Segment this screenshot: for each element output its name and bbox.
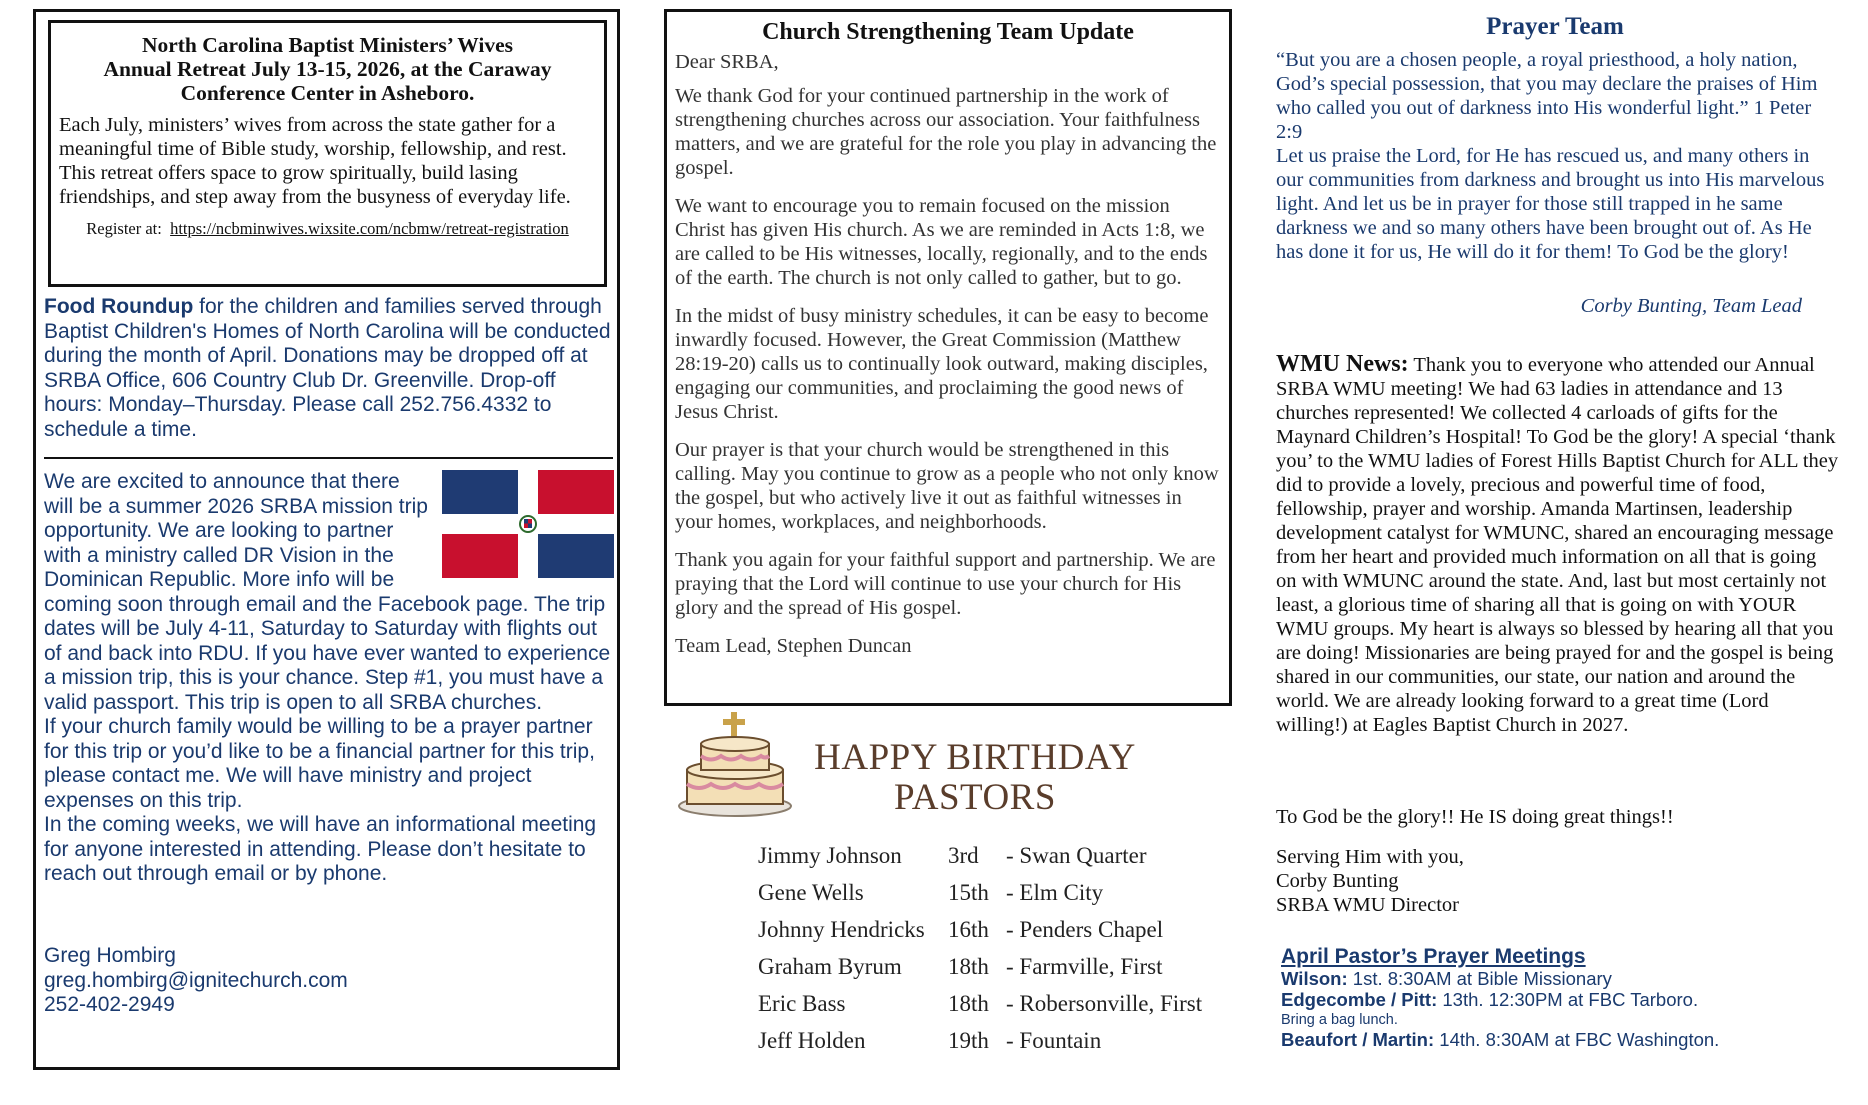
wmu-signature-line: Corby Bunting (1276, 870, 1399, 892)
cst-paragraph: We thank God for your continued partnership in the work of strengthening churches across our association. Your faithfulness matters, and we are grateful for the role you play in advancing the gospel. (675, 85, 1217, 179)
pastor-church: - Swan Quarter (1006, 842, 1147, 868)
contact-block (44, 944, 604, 1018)
prayer-team-title: Prayer Team (1486, 13, 1624, 40)
pastor-name: Jeff Holden (758, 1027, 866, 1053)
mission-trip-paragraph-1: We are excited to announce that there will be a summer 2026 SRBA mission trip opportunity. We are looking to partner with a ministry called DR Vision in the Dominican Republic. More info will be coming soon through email and the Facebook page. The trip dates will be July 4-11, Saturday to Saturday with flights out of and back into RDU. If you have ever wanted to experience a mission trip, this is your chance. Step #1, you must have a valid passport. This trip is open to all SRBA churches. (44, 470, 611, 714)
meeting-label: Beaufort / Martin: (1281, 1028, 1435, 1050)
pastor-name: Jimmy Johnson (758, 842, 902, 868)
retreat-announcement-box (48, 20, 607, 287)
wmu-closing: To God be the glory!! He IS doing great things!! (1276, 806, 1674, 828)
pastor-name: Eric Bass (758, 990, 846, 1016)
pastor-name: Gene Wells (758, 879, 864, 905)
prayer-meetings-title: April Pastor’s Prayer Meetings (1281, 945, 1586, 968)
cst-paragraph: Our prayer is that your church would be strengthened in this calling. May you continue to grow as a people who not only know the gospel, but who actively live it out as faithful witnesses in your homes, workplaces, and neighborhoods. (675, 439, 1219, 533)
cst-paragraph: We want to encourage you to remain focused on the mission Christ has given His church. As we are reminded in Acts 1:8, we are called to be His witnesses, locally, regionally, and to the ends of the earth. The church is not only called to gather, but to go. (675, 195, 1208, 289)
meeting-label: Wilson: (1281, 967, 1348, 989)
birthday-day: 15th (948, 879, 989, 905)
contact-name: Greg Hombirg (44, 944, 176, 967)
pastor-name: Johnny Hendricks (758, 916, 925, 942)
wmu-body: Thank you to everyone who attended our Annual SRBA WMU meeting! We had 63 ladies in attendance and 13 churches represented! We collected 4 carloads of gifts for the Maynard Children’s Hospital! To God be the glory! A special ‘thank you’ to the WMU ladies of Forest Hills Baptist Church for ALL they did to provide a lovely, precious and powerful time of food, fellowship, prayer and worship. Amanda Martinsen, leadership development catalyst for WMUNC, shared an encouraging message from her heart and provided much information on all that is going on with WMUNC around the state. And, last but most certainly not least, a glorious time of sharing all that is going on with YOUR WMU groups. My heart is always so blessed by hearing all that you are doing! Missionaries are being prayed for and the gospel is being shared in our communities, our state, our nation and around the world. We are already looking forward to a great time (Lord willing!) at Eagles Baptist Church in 2027. (1276, 354, 1839, 736)
church-strengthening-box (664, 9, 1232, 706)
mission-trip (44, 470, 614, 887)
register-label: Register at: (86, 219, 162, 238)
retreat-title-line: Annual Retreat July 13-15, 2026, at the Caraway (103, 57, 552, 81)
table-row (758, 837, 1202, 874)
table-row (758, 911, 1202, 948)
birthday-cake-icon (675, 710, 795, 820)
prayer-team-text: Let us praise the Lord, for He has rescued us, and many others in our communities from darkness and brought us into His marvelous light. And let us be in prayer for those still trapped in he same darkness we and so many others have been brought out of. As He has done it for us, He will do it for them! To God be the glory! (1276, 145, 1825, 263)
cst-paragraph: Thank you again for your faithful support and partnership. We are praying that the Lord will continue to use your church for His glory and the spread of His gospel. (675, 549, 1216, 619)
wmu-signature-line: SRBA WMU Director (1276, 894, 1459, 916)
meeting-text: Bring a bag lunch. (1281, 1011, 1398, 1028)
retreat-body: Each July, ministers’ wives from across the state gather for a meaningful time of Bible study, worship, fellowship, and rest. This retreat offers space to grow spiritually, build lasing friendships, and step away from the busyness of everyday life. (59, 114, 571, 208)
cst-title: Church Strengthening Team Update (762, 19, 1134, 45)
retreat-title (59, 33, 596, 105)
wmu-signature (1276, 845, 1836, 917)
retreat-title-line: North Carolina Baptist Ministers’ Wives (141, 33, 514, 57)
contact-phone: 252-402-2949 (44, 993, 175, 1016)
pastor-church: - Penders Chapel (1006, 916, 1164, 942)
prayer-team-signature: Corby Bunting, Team Lead (1580, 295, 1802, 317)
cst-signature: Team Lead, Stephen Duncan (675, 635, 912, 657)
birthday-title (795, 738, 1155, 818)
prayer-team-body (1276, 48, 1841, 264)
cst-greeting: Dear SRBA, (675, 51, 779, 73)
table-row (758, 874, 1202, 911)
retreat-register (59, 219, 596, 239)
list-item (1281, 989, 1841, 1011)
pastor-church: - Robersonville, First (1006, 990, 1203, 1016)
prayer-meetings (1281, 946, 1841, 1050)
cst-paragraph: In the midst of busy ministry schedules, it can be easy to become inwardly focused. However, the Great Commission (Matthew 28:19-20) calls us to continually look outward, making disciples, engaging our communities, and proclaiming the good news of Jesus Christ. (675, 305, 1209, 423)
mission-trip-paragraph-2: If your church family would be willing to be a prayer partner for this trip or you’d like to be a financial partner for this trip, please contact me. We will have ministry and project expenses on this trip. (44, 715, 595, 812)
birthday-day: 18th (948, 990, 989, 1016)
wmu-signature-line: Serving Him with you, (1276, 846, 1464, 868)
meeting-text: 1st. 8:30AM at Bible Missionary (1347, 967, 1612, 989)
list-item (1281, 1011, 1841, 1029)
birthday-day: 19th (948, 1027, 989, 1053)
birthday-title-line-1: HAPPY BIRTHDAY (814, 737, 1136, 778)
list-item (1281, 968, 1841, 990)
dominican-flag-icon (442, 470, 614, 578)
birthday-table (758, 837, 1202, 1059)
table-row (758, 985, 1202, 1022)
food-roundup (44, 295, 614, 442)
pastor-name: Graham Byrum (758, 953, 902, 979)
left-column (33, 9, 620, 1070)
meeting-text: 13th. 12:30PM at FBC Tarboro. (1437, 989, 1699, 1010)
food-roundup-body: for the children and families served through Baptist Children's Homes of North Carolina will be conducted during the month of April. Donations may be dropped off at SRBA Office, 606 Country Club Dr. Greenville. Drop-off hours: Monday–Thursday. Please call 252.756.4332 to schedule a time. (44, 295, 611, 441)
pastor-church: - Elm City (1006, 879, 1104, 905)
wmu-news (1276, 352, 1841, 737)
birthday-title-line-2: PASTORS (894, 777, 1056, 818)
list-item (1281, 1029, 1841, 1051)
contact-email[interactable]: greg.hombirg@ignitechurch.com (44, 968, 348, 992)
birthday-day: 3rd (948, 842, 979, 868)
pastor-church: - Farmville, First (1006, 953, 1163, 979)
pastor-church: - Fountain (1006, 1027, 1102, 1053)
retreat-title-line: Conference Center in Asheboro. (180, 81, 475, 105)
prayer-team-verse: “But you are a chosen people, a royal priesthood, a holy nation, God’s special possession, that you may declare the praises of Him who called you out of darkness into His wonderful light.” 1 Peter 2:9 (1276, 49, 1818, 143)
section-divider (44, 457, 613, 459)
mission-trip-paragraph-3: In the coming weeks, we will have an informational meeting for anyone interested in attending. Please don’t hesitate to reach out through email or by phone. (44, 813, 597, 885)
table-row (758, 1022, 1202, 1059)
birthday-day: 18th (948, 953, 989, 979)
table-row (758, 948, 1202, 985)
birthday-section (670, 710, 1230, 1070)
wmu-heading: WMU News: (1276, 351, 1409, 377)
food-roundup-heading: Food Roundup (44, 295, 194, 318)
meeting-label: Edgecombe / Pitt: (1281, 989, 1438, 1010)
register-link[interactable]: https://ncbminwives.wixsite.com/ncbmw/retreat-registration (170, 219, 569, 238)
birthday-day: 16th (948, 916, 989, 942)
meeting-text: 14th. 8:30AM at FBC Washington. (1434, 1028, 1720, 1050)
